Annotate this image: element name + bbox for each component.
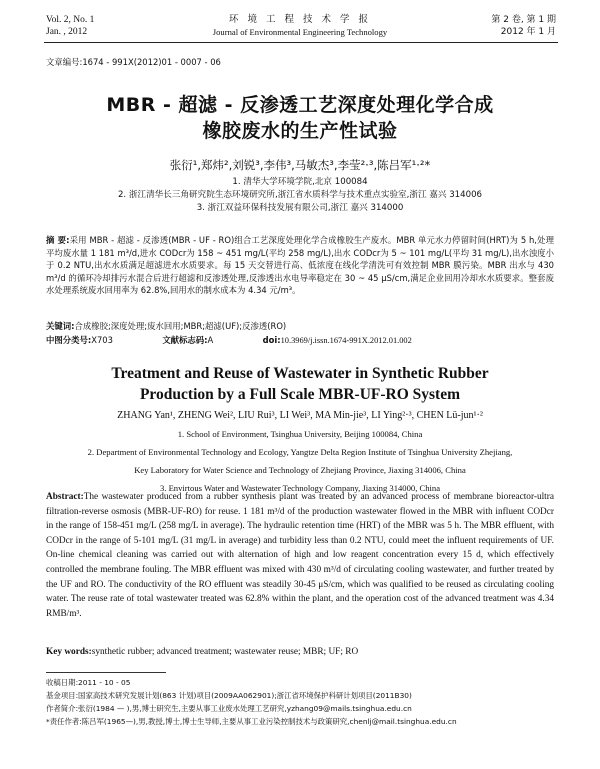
doi-value: 10.3969/j.issn.1674-991X.2012.01.002 bbox=[280, 336, 412, 345]
en-title bbox=[0, 363, 600, 405]
clc-value: X703 bbox=[91, 335, 113, 345]
cn-aff-2: 2. 浙江清华长三角研究院生态环境研究所,浙江省水质科学与技术重点实验室,浙江 嘉兴 314006 bbox=[117, 190, 483, 200]
header-right bbox=[491, 14, 556, 38]
journal-name-en: Journal of Environmental Engineering Technology bbox=[212, 27, 388, 37]
journal-name-cn: 环 境 工 程 技 术 学 报 bbox=[228, 14, 372, 25]
doi-label: doi: bbox=[262, 335, 281, 345]
en-abstract bbox=[46, 490, 554, 621]
footnote-author-bio: 作者简介:张衍(1984 — ),男,博士研究生,主要从事工业废水处理工艺研究,yzhang09@mails.tsinghua.edu.cn bbox=[46, 704, 412, 713]
en-aff-3: 3. Envirtous Water and Wastewater Technology Company, Jiaxing 314000, China bbox=[159, 483, 441, 493]
footnote-rule bbox=[46, 672, 166, 673]
cn-keywords-label: 关键词: bbox=[46, 321, 75, 331]
cn-aff-1: 1. 清华大学环境学院,北京 100084 bbox=[232, 177, 368, 187]
cn-aff-3: 3. 浙江双益环保科技发展有限公司,浙江 嘉兴 314000 bbox=[196, 203, 404, 213]
header-center bbox=[150, 14, 450, 38]
en-aff-1: 1. School of Environment, Tsinghua University, Beijing 100084, China bbox=[177, 429, 423, 439]
cn-abstract-label: 摘 要: bbox=[46, 235, 70, 245]
cn-title-line1: MBR - 超滤 - 反渗透工艺深度处理化学合成 bbox=[106, 94, 494, 116]
volume-issue: Vol. 2, No. 1 bbox=[46, 15, 95, 25]
footnote-funding: 基金项目:国家高技术研究发展计划(863 计划)项目(2009AA062901);浙江省环境保护科研计划项目(2011B30) bbox=[46, 691, 412, 700]
cn-abstract-text: 采用 MBR - 超滤 - 反渗透(MBR - UF - RO)组合工艺深度处理化学合成橡胶生产废水。MBR 单元水力停留时间(HRT)为 5 h,处理平均废水量 1 181 m³/d,进水 CODcr为 158 ~ 451 mg/L(平均 258 mg/L),出水 CODcr为 5 ~ 101 mg/L(平均 31 mg/L),出水浊度小于 0.2 NTU,出水水质满足超滤进水水质要求。每 15 天交替进行高、低浓度在线化学清洗可有效控制 MBR 膜污染。MBR 出水与 430 m³/d 的循环冷却排污水混合后进行超滤和反渗透处理,反渗透出水电导率稳定在 30 ~ 45 μS/cm,满足企业回用冷却水水质要求。整套废水处理系统废水回用率为 62.8%,回用水的制水成本为 4.34 元/m³。 bbox=[46, 235, 554, 296]
header-rule bbox=[44, 42, 558, 43]
en-title-line1: Treatment and Reuse of Wastewater in Synthetic Rubber bbox=[111, 365, 489, 382]
en-abstract-label: Abstract: bbox=[46, 492, 84, 502]
doccode-value: A bbox=[207, 335, 214, 345]
cn-authors: 张衍¹,郑炜²,刘锐³,李伟³,马敏杰³,李莹²·³,陈吕军¹·²* bbox=[169, 158, 431, 172]
en-abstract-text: The wastewater produced from a rubber synthesis plant was treated by an advanced process of membrane bioreactor-ultra filtration-reverse osmosis (MBR-UF-RO) for reuse. 1 181 m³/d of the production wastewater flowed in the MBR with influent CODcr in the range of 158-451 mg/L (258 mg/L in average). The hydraulic retention time (HRT) of the MBR was 5 h. The MBR effluent, with CODcr in the range of 5-101 mg/L (31 mg/L in average) and turbidity less than 0.2 NTU, could meet the influent requirements of UF. On-line chemical cleaning was carried out with alternation of high and low reagent concentration every 15 d, which effectively controlled the membrane fouling. The MBR effluent was mixed with 430 m³/d of circulating cooling wastewater, and further treated by the UF and RO. The conductivity of the RO effluent was steadily 30-45 μS/cm, which was qualified to be reused as circulating cooling water. The reuse rate of total wastewater treated was 62.8% within the plant, and the operation cost of the advanced treatment was 4.34 RMB/m³. bbox=[46, 492, 554, 619]
cn-keywords bbox=[46, 320, 554, 333]
en-keywords-text: synthetic rubber; advanced treatment; wastewater reuse; MBR; UF; RO bbox=[91, 647, 359, 657]
cn-keywords-text: 合成橡胶;深度处理;废水回用;MBR;超滤(UF);反渗透(RO) bbox=[74, 321, 287, 331]
article-number: 文章编号:1674 - 991X(2012)01 - 0007 - 06 bbox=[46, 57, 221, 67]
cn-affiliations bbox=[0, 176, 600, 215]
footnote-corresponding: *责任作者:陈吕军(1965—),男,教授,博士,博士生导师,主要从事工业污染控制技术与政策研究,chenlj@mail.tsinghua.edu.cn bbox=[46, 717, 457, 726]
volume-issue-cn: 第 2 卷, 第 1 期 bbox=[491, 15, 556, 25]
en-keywords-label: Key words: bbox=[46, 647, 92, 657]
en-affiliations bbox=[0, 427, 600, 495]
en-keywords bbox=[46, 645, 554, 660]
issue-date-cn: 2012 年 1 月 bbox=[500, 27, 556, 37]
en-title-line2: Production by a Full Scale MBR-UF-RO System bbox=[139, 386, 461, 403]
doccode-label: 文献标志码: bbox=[162, 335, 208, 345]
issue-date-en: Jan. , 2012 bbox=[46, 27, 88, 37]
en-aff-2a: 2. Department of Environmental Technology and Ecology, Yangtze Delta Region Institute of Tsinghua University Zhejiang, bbox=[87, 447, 513, 457]
en-authors: ZHANG Yan¹, ZHENG Wei², LIU Rui³, LI Wei³, MA Min-jie³, LI Ying²·³, CHEN Lü-jun¹·² bbox=[117, 410, 483, 421]
en-aff-2b: Key Laboratory for Water Science and Technology of Zhejiang Province, Jiaxing 314006, China bbox=[134, 465, 466, 475]
cn-title bbox=[0, 92, 600, 144]
cn-title-line2: 橡胶废水的生产性试验 bbox=[202, 120, 398, 142]
clc-label: 中图分类号: bbox=[46, 335, 92, 345]
header-left bbox=[46, 14, 94, 38]
footnote-received: 收稿日期:2011 - 10 - 05 bbox=[46, 678, 131, 687]
cn-classification bbox=[46, 334, 554, 348]
cn-abstract bbox=[46, 234, 554, 297]
